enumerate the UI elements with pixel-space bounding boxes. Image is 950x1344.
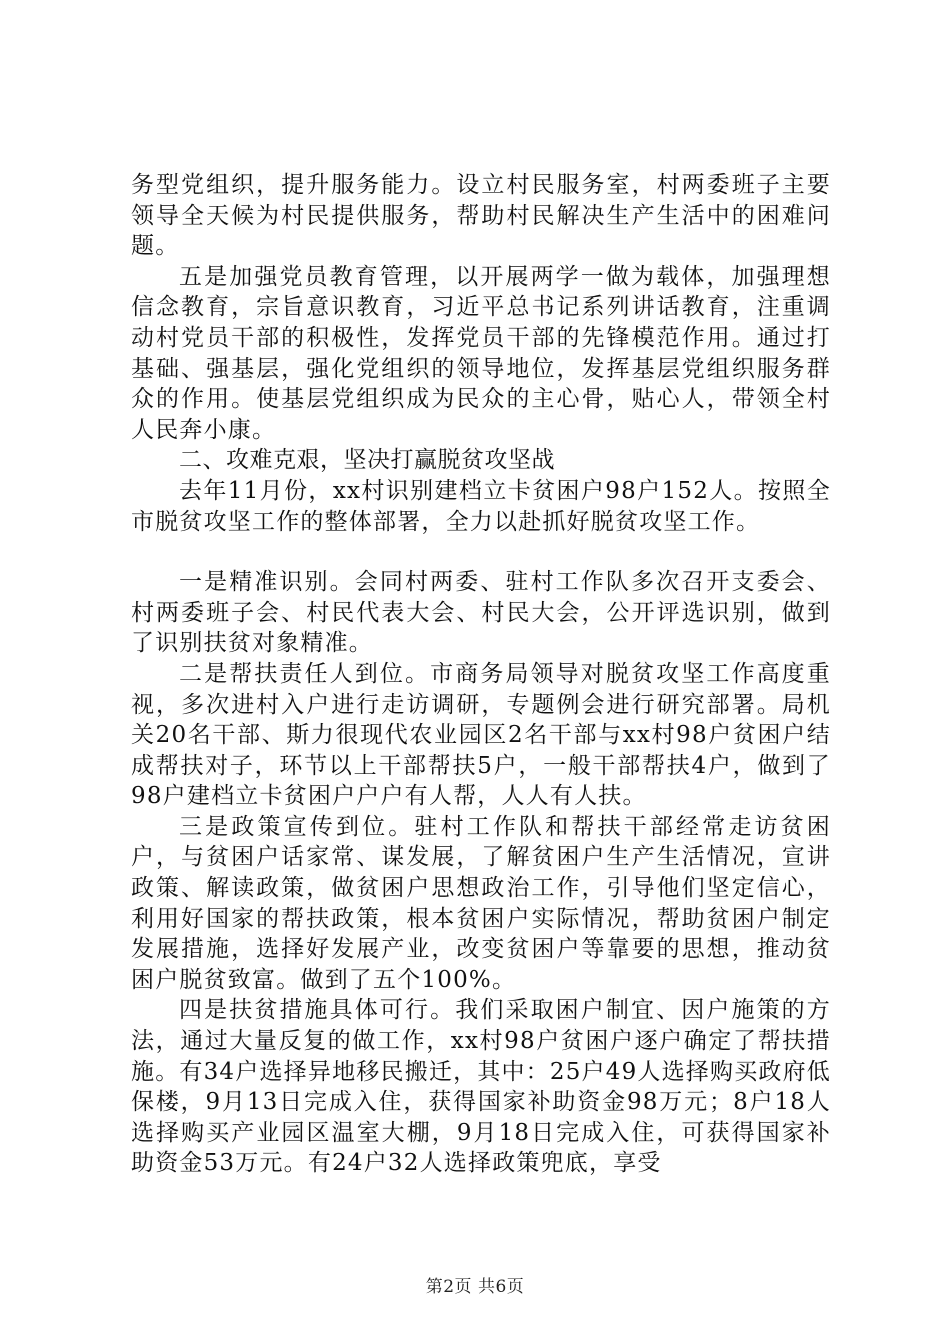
document-body	[131, 170, 831, 1179]
section-heading-poverty-alleviation: 二、攻难克艰，坚决打赢脱贫攻坚战	[179, 447, 555, 474]
paragraph-poverty-overview: 去年11月份，xx村识别建档立卡贫困户98户152人。按照全市脱贫攻坚工作的整体部署，全力以赴抓好脱贫攻坚工作。	[131, 477, 831, 535]
paragraph-assistance-measures: 四是扶贫措施具体可行。我们采取困户制宜、因户施策的方法，通过大量反复的做工作，xx村98户贫困户逐户确定了帮扶措施。有34户选择异地移民搬迁，其中：25户49人选择购买政府低保楼，9月13日完成入住，获得国家补助资金98万元；8户18人选择购买产业园区温室大棚，9月18日完成入住，可获得国家补助资金53万元。有24户32人选择政策兜底，享受	[131, 997, 831, 1177]
page-footer: 第2页 共6页	[425, 1277, 525, 1297]
paragraph-policy-publicity: 三是政策宣传到位。驻村工作队和帮扶干部经常走访贫困户，与贫困户话家常、谋发展，了解贫困户生产生活情况，宣讲政策、解读政策，做贫困户思想政治工作，引导他们坚定信心，利用好国家的帮扶政策，根本贫困户实际情况，帮助贫困户制定发展措施，选择好发展产业，改变贫困户等靠要的思想，推动贫困户脱贫致富。做到了五个100%。	[131, 813, 831, 993]
paragraph-precise-identification: 一是精准识别。会同村两委、驻村工作队多次召开支委会、村两委班子会、村民代表大会、村民大会，公开评选识别，做到了识别扶贫对象精准。	[131, 569, 831, 657]
paragraph-service-continuation: 务型党组织，提升服务能力。设立村民服务室，村两委班子主要领导全天候为村民提供服务，帮助村民解决生产生活中的困难问题。	[131, 172, 831, 260]
paragraph-assistance-responsibility: 二是帮扶责任人到位。市商务局领导对脱贫攻坚工作高度重视，多次进村入户进行走访调研，专题例会进行研究部署。局机关20名干部、斯力很现代农业园区2名干部与xx村98户贫困户结成帮扶对子，环节以上干部帮扶5户，一般干部帮扶4户，做到了98户建档立卡贫困户户户有人帮，人人有人扶。	[131, 660, 831, 810]
paragraph-party-education: 五是加强党员教育管理，以开展两学一做为载体，加强理想信念教育，宗旨意识教育，习近平总书记系列讲话教育，注重调动村党员干部的积极性，发挥党员干部的先锋模范作用。通过打基础、强基层，强化党组织的领导地位，发挥基层党组织服务群众的作用。使基层党组织成为民众的主心骨，贴心人，带领全村人民奔小康。	[131, 263, 831, 443]
